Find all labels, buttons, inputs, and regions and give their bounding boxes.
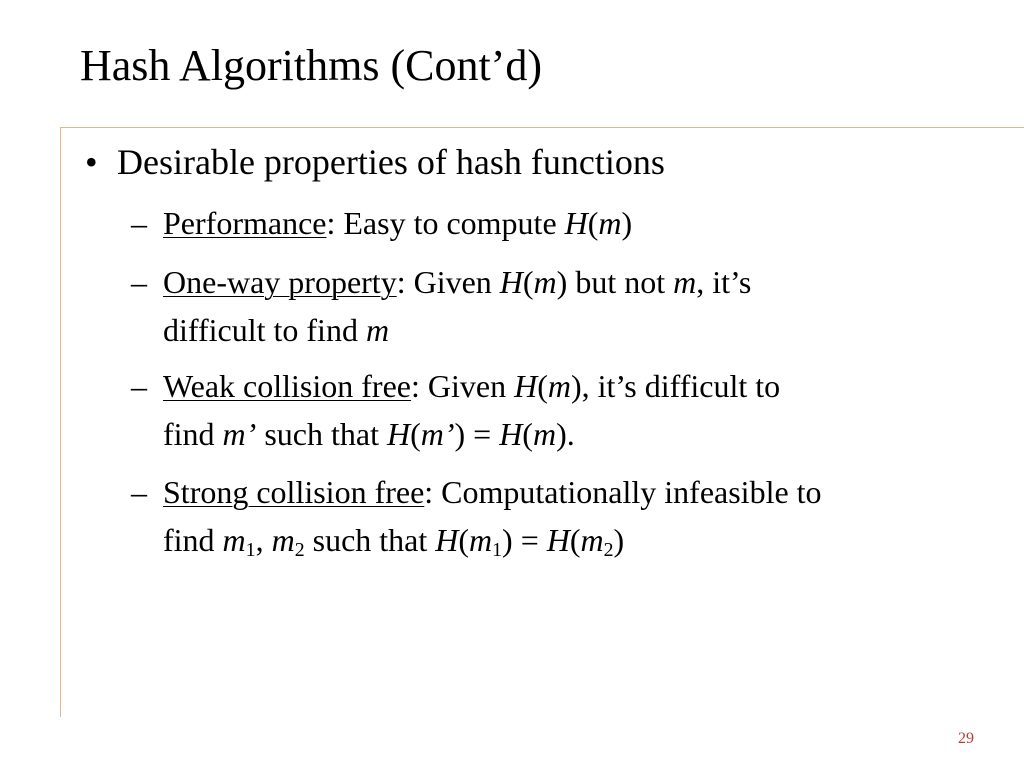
main-bullet	[85, 141, 665, 184]
term-performance: Performance	[163, 205, 327, 241]
subscript: 2	[603, 538, 614, 561]
subscript: 2	[294, 538, 305, 561]
left-margin-line	[60, 127, 61, 717]
text-run: )	[621, 205, 633, 241]
text-run: (	[522, 416, 533, 452]
math-H: H	[499, 416, 523, 452]
math-m: m	[365, 312, 390, 348]
subscript: 1	[245, 538, 256, 561]
math-m: m	[222, 522, 246, 558]
text-run: find	[163, 522, 223, 558]
text-run: ) =	[502, 522, 547, 558]
math-m: m	[469, 522, 493, 558]
text-run: (	[569, 522, 581, 558]
text-run: such that	[256, 416, 387, 452]
text-run: find	[163, 416, 223, 452]
text-run: such that	[304, 522, 436, 558]
math-m: m	[580, 522, 604, 558]
text-run: : Given	[396, 264, 500, 300]
sub-item-one-way	[131, 258, 1011, 354]
page-number: 29	[958, 730, 974, 747]
sub-item-text	[131, 362, 1011, 458]
text-run: (	[587, 205, 599, 241]
math-H: H	[514, 368, 538, 404]
text-run: , it’s	[696, 264, 752, 300]
text-run: : Easy to compute	[326, 205, 565, 241]
math-m: m	[532, 416, 557, 452]
text-run: )	[613, 522, 625, 558]
text-run: ,	[255, 522, 272, 558]
sub-item-text	[131, 199, 1011, 247]
math-m: m	[271, 522, 295, 558]
slide-title: Hash Algorithms (Cont’d)	[80, 41, 542, 90]
math-m: m	[547, 368, 571, 404]
text-run: (	[537, 368, 548, 404]
text-run: : Given	[410, 368, 515, 404]
dash-marker: –	[131, 264, 147, 300]
math-m-prime: m’	[420, 416, 455, 452]
math-H: H	[499, 264, 523, 300]
math-m: m	[598, 205, 622, 241]
sub-item-performance	[131, 199, 1011, 247]
bullet-text: Desirable properties of hash functions	[117, 142, 665, 182]
math-H: H	[564, 205, 588, 241]
term-one-way: One-way property	[163, 264, 397, 300]
math-m-prime: m’	[222, 416, 257, 452]
sub-item-text	[131, 258, 1011, 354]
dash-marker: –	[131, 474, 147, 510]
text-run: ).	[556, 416, 575, 452]
title-divider	[60, 127, 1024, 128]
dash-marker: –	[131, 368, 147, 404]
text-run: difficult to find	[163, 312, 366, 348]
sub-item-strong-collision	[131, 468, 1011, 564]
text-run: ) but not	[556, 264, 674, 300]
math-m: m	[533, 264, 557, 300]
text-run: : Computationally infeasible to	[424, 474, 822, 510]
math-H: H	[546, 522, 570, 558]
math-m: m	[673, 264, 697, 300]
term-weak-collision: Weak collision free	[163, 368, 411, 404]
text-run: ), it’s difficult to	[570, 368, 781, 404]
math-H: H	[386, 416, 411, 452]
dash-marker: –	[131, 205, 147, 241]
text-run: (	[458, 522, 470, 558]
sub-item-weak-collision	[131, 362, 1011, 458]
text-run: (	[522, 264, 534, 300]
sub-item-text	[131, 468, 1011, 564]
text-run: ) =	[454, 416, 500, 452]
bullet-marker: •	[85, 142, 98, 182]
term-strong-collision: Strong collision free	[163, 474, 425, 510]
text-run: (	[410, 416, 421, 452]
math-H: H	[435, 522, 459, 558]
subscript: 1	[492, 538, 503, 561]
